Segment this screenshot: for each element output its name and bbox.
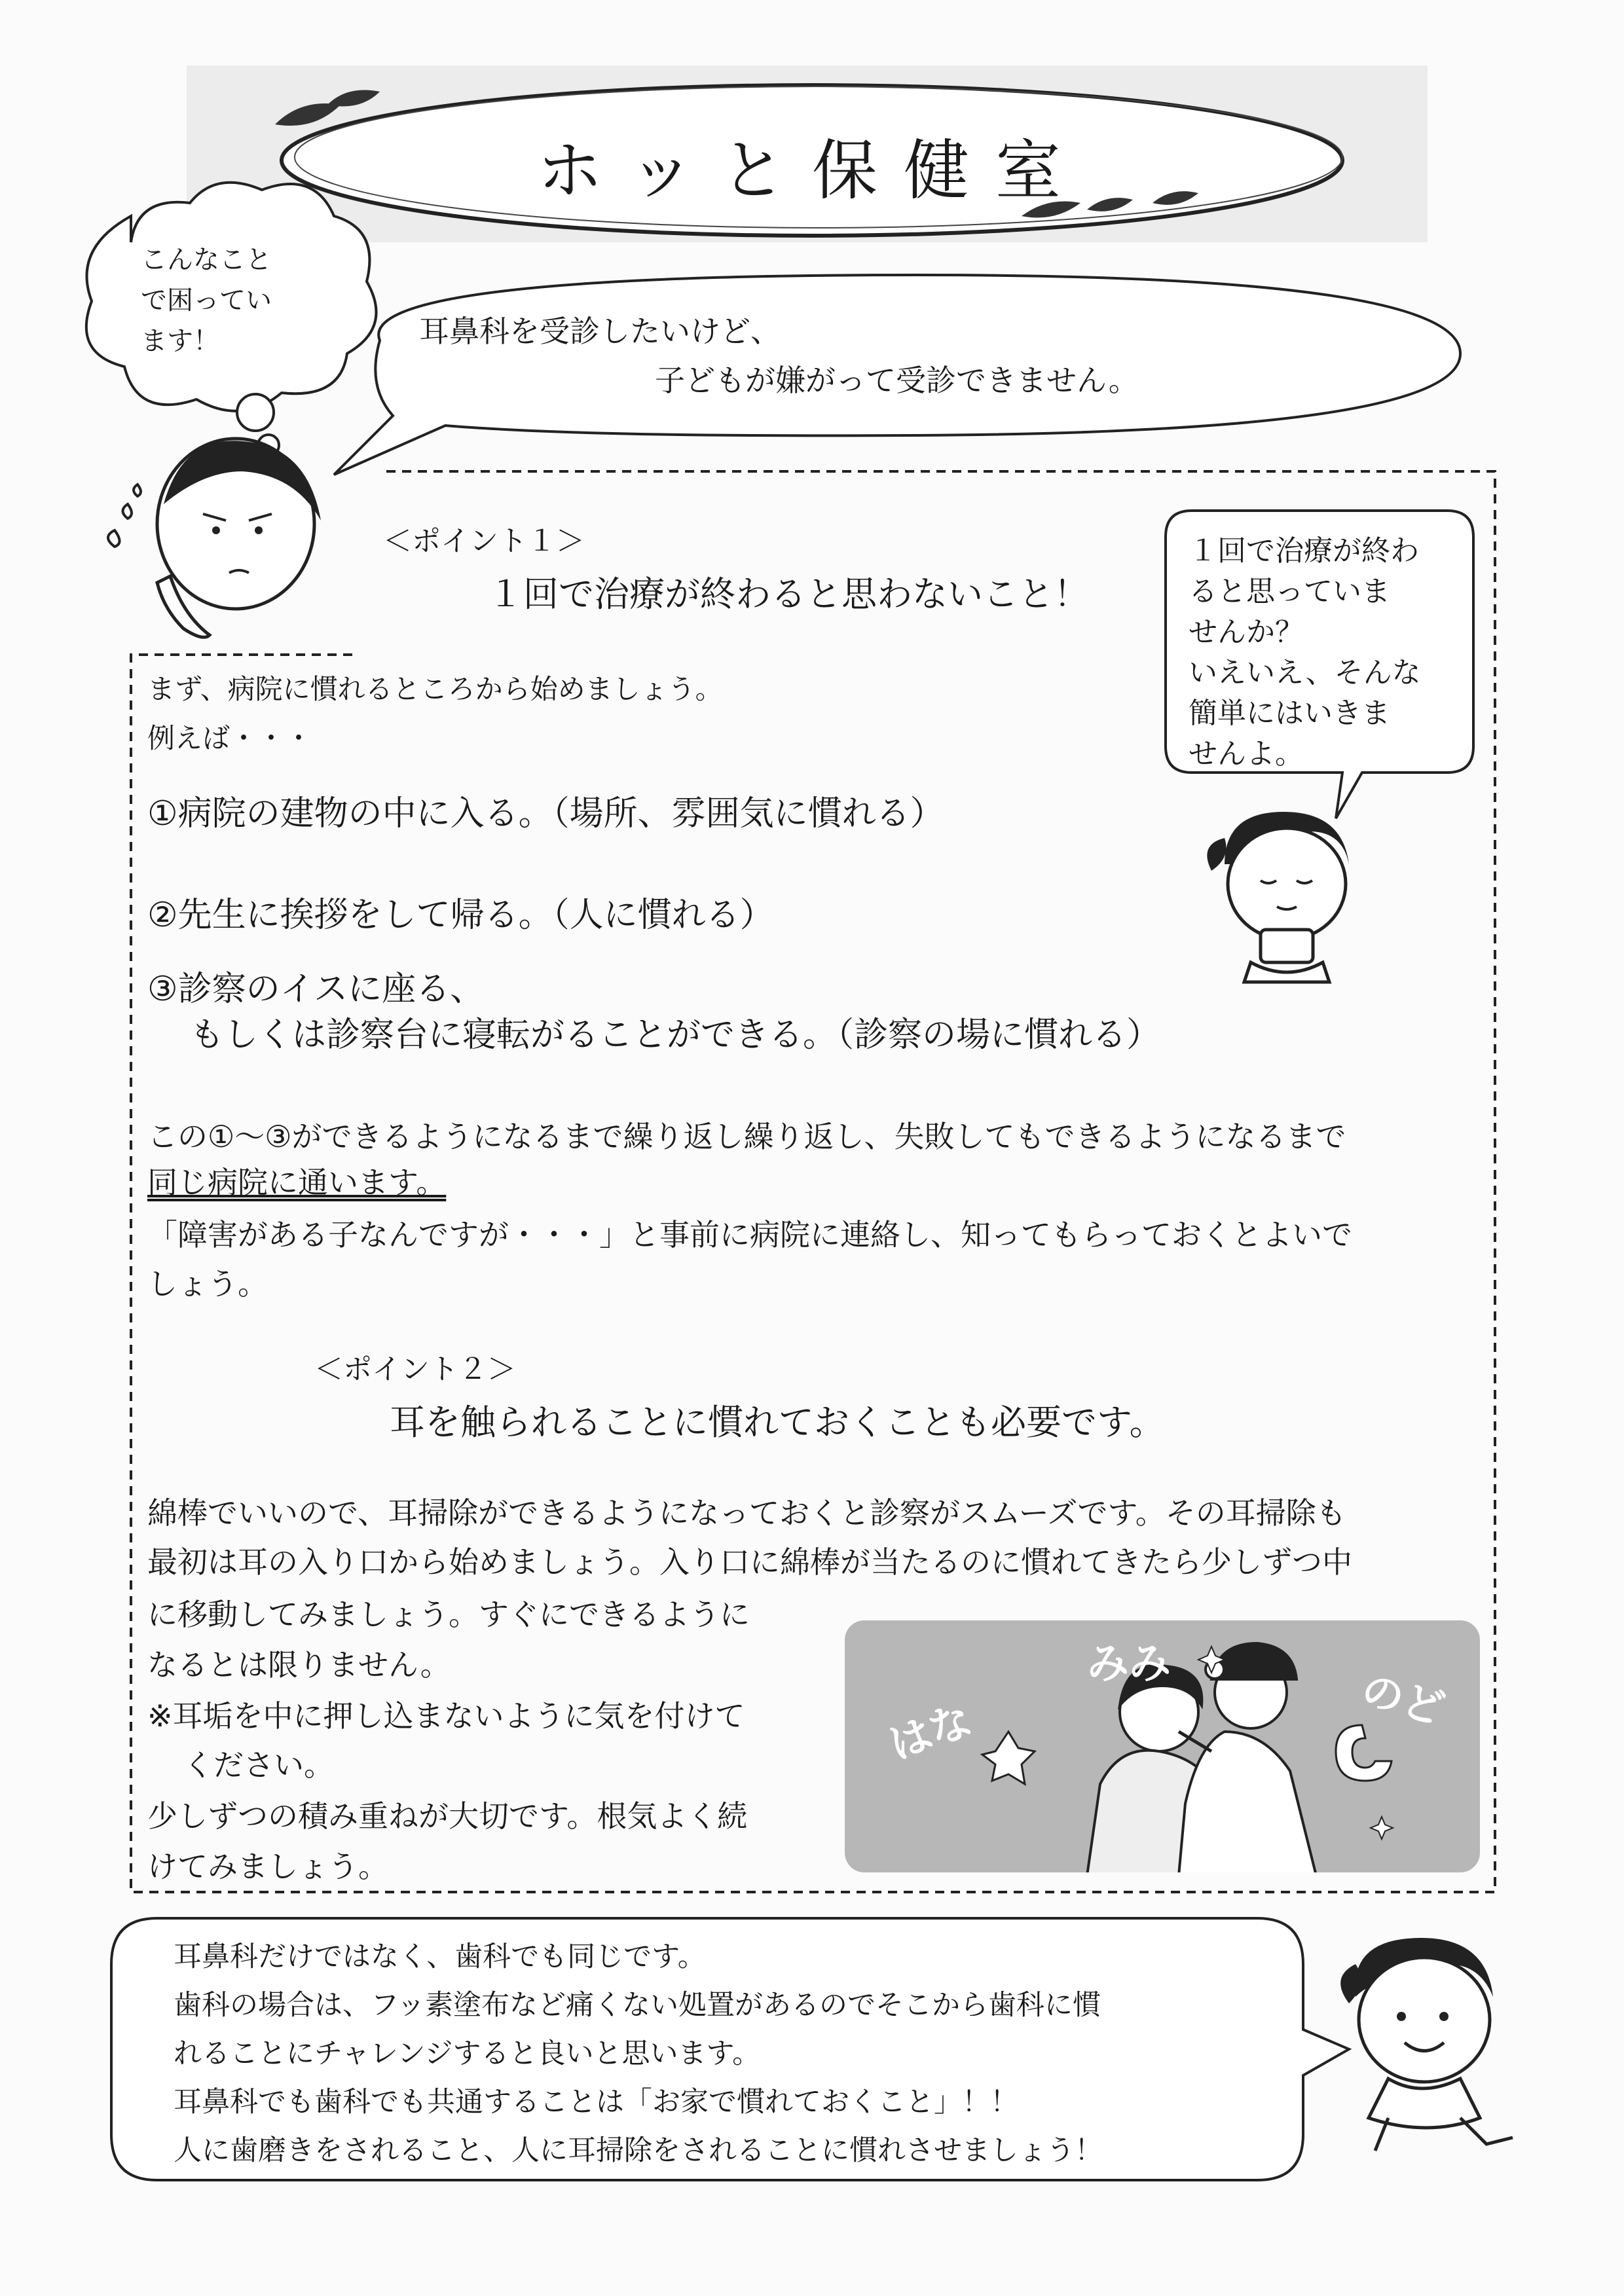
cloud-line: ます！ xyxy=(141,326,219,356)
footer-line: れることにチャレンジすると良いと思います。 xyxy=(174,2037,761,2070)
point2-paragraph: けてみましょう。 xyxy=(147,1849,388,1884)
point2-paragraph: に移動してみましょう。すぐにできるように xyxy=(147,1597,750,1632)
point1-paragraph: 「障害がある子なんですが・・・」と事前に病院に連絡し、知ってもらっておくとよいで xyxy=(147,1217,1352,1252)
footer-line: 歯科の場合は、フッ素塗布など痛くない処置があるのでそこから歯科に慣 xyxy=(174,1989,1101,2022)
throat-shape-icon xyxy=(1336,1725,1392,1781)
footer-line: 人に歯磨きをされること、人に耳掃除をされることに慣れさせましょう！ xyxy=(174,2134,1103,2167)
point1-main: １回で治療が終わると思わないこと！ xyxy=(488,574,1089,615)
side-bubble-line: せんか？ xyxy=(1189,615,1304,649)
illustration-word-mimi: みみ xyxy=(1087,1640,1171,1688)
illustration-word-nodo: のど xyxy=(1356,1666,1450,1735)
side-bubble-line: せんよ。 xyxy=(1189,737,1304,771)
point1-paragraph: この①～③ができるようになるまで繰り返し繰り返し、失敗してもできるようになるまで xyxy=(147,1119,1346,1154)
footer-line: 耳鼻科だけではなく、歯科でも同じです。 xyxy=(174,1941,706,1973)
page-title: ホッと保健室 xyxy=(537,132,1087,209)
ent-exam-illustration xyxy=(845,1620,1480,1872)
point1-paragraph: しょう。 xyxy=(147,1266,268,1302)
point2-paragraph: ※耳垢を中に押し込まないように気を付けて xyxy=(147,1698,745,1734)
footer-line: 耳鼻科でも歯科でも共通することは「お家で慣れておくこと」！！ xyxy=(174,2086,1018,2119)
question-line: 子どもが嫌がって受診できません。 xyxy=(655,363,1139,398)
cloud-line: で困ってい xyxy=(141,285,272,316)
side-bubble-line: ると思っていま xyxy=(1189,575,1390,608)
point2-paragraph: 少しずつの積み重ねが大切です。根気よく続 xyxy=(147,1798,748,1834)
side-bubble-text xyxy=(1189,527,1421,771)
footer-text xyxy=(174,1935,1103,2177)
point1-intro: まず、病院に慣れるところから始めましょう。 xyxy=(147,673,723,705)
nose-shape-icon xyxy=(982,1732,1035,1784)
point2-main: 耳を触られることに慣れておくことも必要です。 xyxy=(390,1402,1165,1443)
point2-paragraph: 最初は耳の入り口から始めましょう。入り口に綿棒が当たるのに慣れてきたら少しずつ中 xyxy=(147,1544,1352,1580)
step-item: ①病院の建物の中に入る。（場所、雰囲気に慣れる） xyxy=(147,794,944,833)
running-nurse-illustration xyxy=(1329,1938,1545,2160)
point2-paragraph: なるとは限りません。 xyxy=(147,1647,451,1683)
cloud-line: こんなこと xyxy=(141,245,272,275)
step-item: ③診察のイスに座る、 xyxy=(147,970,485,1009)
nurse-character-illustration xyxy=(1198,812,1382,982)
question-line: 耳鼻科を受診したいけど、 xyxy=(419,314,781,349)
side-bubble-line: １回で治療が終わ xyxy=(1189,534,1419,568)
side-bubble-line: いえいえ、そんな xyxy=(1189,656,1421,689)
step-item: もしくは診察台に寝転がることができる。（診察の場に慣れる） xyxy=(190,1015,1161,1055)
point1-intro: 例えば・・・ xyxy=(147,722,313,754)
point1-heading: ＜ポイント１＞ xyxy=(383,524,585,558)
underlined-text: 同じ病院に通います。 xyxy=(147,1165,447,1200)
point2-paragraph: ください。 xyxy=(183,1747,334,1783)
illustration-word-hana: はな xyxy=(883,1695,978,1770)
step-item: ②先生に挨拶をして帰る。（人に慣れる） xyxy=(147,896,774,935)
point2-paragraph: 綿棒でいいので、耳掃除ができるようになっておくと診察がスムーズです。その耳掃除も xyxy=(147,1495,1346,1531)
side-bubble-line: 簡単にはいきま xyxy=(1189,697,1390,730)
point2-heading: ＜ポイント２＞ xyxy=(314,1353,516,1386)
